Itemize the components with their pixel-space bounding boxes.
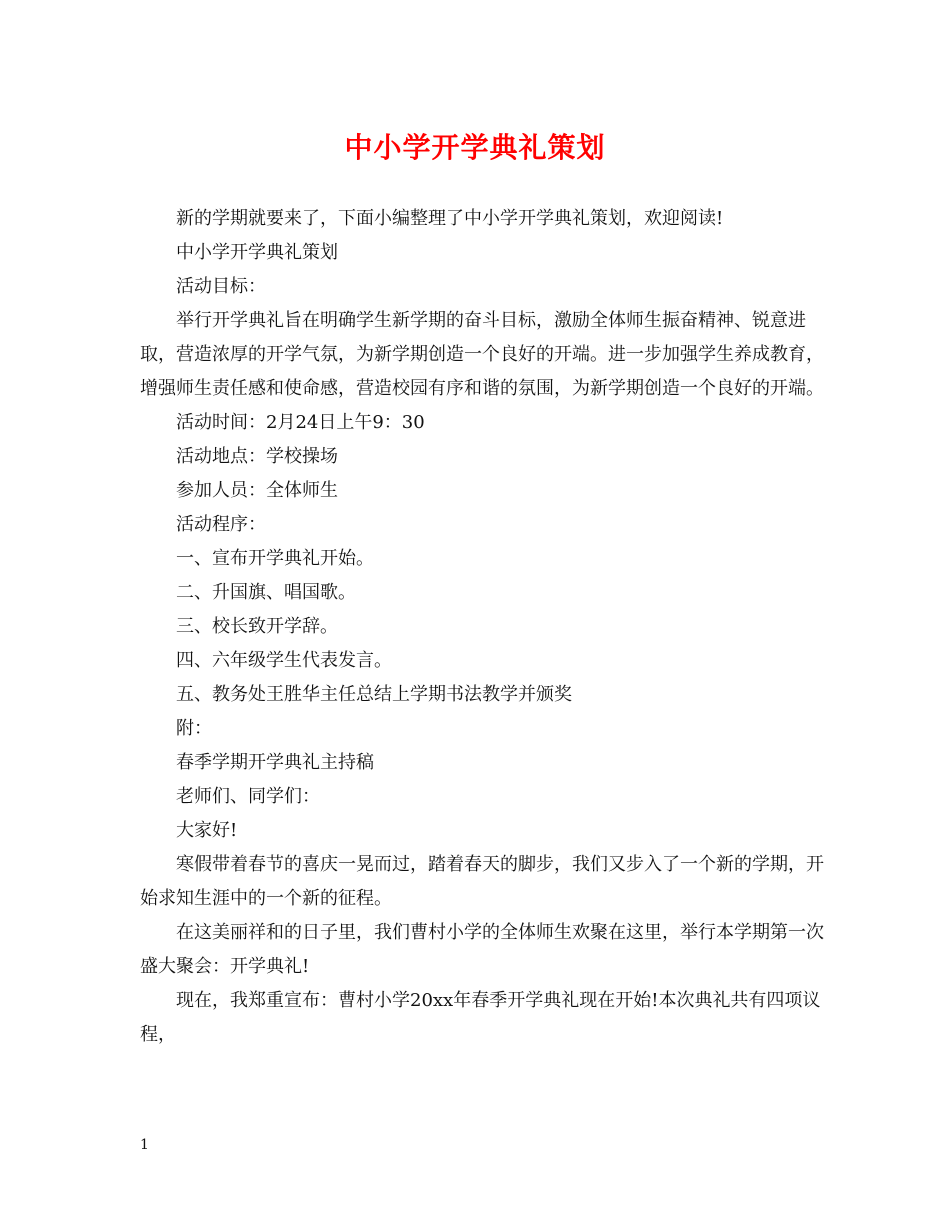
paragraph: 参加人员：全体师生 — [176, 480, 338, 501]
paragraph: 中小学开学典礼策划 — [176, 242, 338, 263]
paragraph: 现在，我郑重宣布：曹村小学20xx年春季开学典礼现在开始!本次典礼共有四项议程， — [140, 990, 821, 1045]
paragraph: 春季学期开学典礼主持稿 — [176, 752, 374, 773]
document-title: 中小学开学典礼策划 — [344, 131, 606, 164]
paragraph: 举行开学典礼旨在明确学生新学期的奋斗目标，激励全体师生振奋精神、锐意进取，营造浓厚的开学气氛，为新学期创造一个良好的开端。进一步加强学生养成教育，增强师生责任感和使命感，营造校园有序和谐的氛围，为新学期创造一个良好的开端。 — [140, 310, 824, 399]
paragraph: 活动时间：2月24日上午9：30 — [176, 412, 425, 433]
document-body — [140, 202, 830, 1052]
paragraph: 新的学期就要来了，下面小编整理了中小学开学典礼策划，欢迎阅读! — [176, 208, 724, 229]
paragraph: 在这美丽祥和的日子里，我们曹村小学的全体师生欢聚在这里，举行本学期第一次盛大聚会：开学典礼! — [140, 922, 824, 977]
paragraph: 活动程序： — [176, 514, 266, 535]
paragraph: 大家好! — [176, 820, 238, 841]
paragraph: 活动目标： — [176, 276, 266, 297]
paragraph: 活动地点：学校操场 — [176, 446, 338, 467]
paragraph: 老师们、同学们： — [176, 786, 320, 807]
paragraph: 四、六年级学生代表发言。 — [176, 650, 392, 671]
paragraph: 二、升国旗、唱国歌。 — [176, 582, 356, 603]
page-number: 1 — [140, 1137, 149, 1153]
paragraph: 一、宣布开学典礼开始。 — [176, 548, 374, 569]
paragraph: 寒假带着春节的喜庆一晃而过，踏着春天的脚步，我们又步入了一个新的学期，开始求知生涯中的一个新的征程。 — [140, 854, 824, 909]
paragraph: 五、教务处王胜华主任总结上学期书法教学并颁奖 — [176, 684, 572, 705]
paragraph: 三、校长致开学辞。 — [176, 616, 338, 637]
paragraph: 附： — [176, 718, 212, 739]
